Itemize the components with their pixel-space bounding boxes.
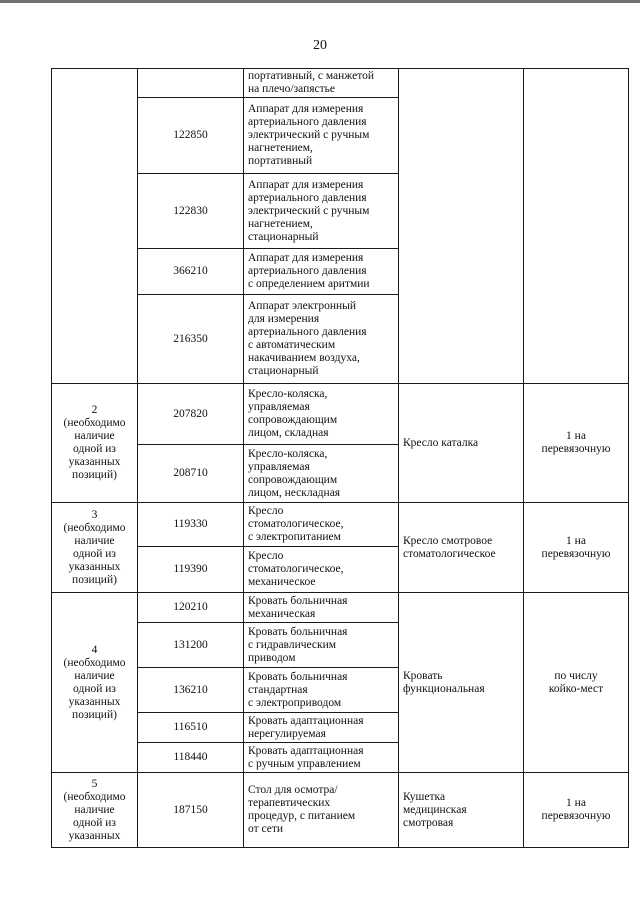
alternative-cell: Кровать функциональная	[399, 593, 524, 773]
name-cell: Кровать больничная стандартная с электроприводом	[244, 668, 399, 713]
code-cell: 122850	[138, 98, 244, 174]
code-cell: 122830	[138, 174, 244, 249]
quantity-cell: 1 на перевязочную	[524, 773, 629, 848]
code-cell: 116510	[138, 713, 244, 743]
name-cell: Аппарат для измерения артериального давления электрический с ручным нагнетением, портативный	[244, 98, 399, 174]
code-cell: 207820	[138, 384, 244, 445]
quantity-cell: 1 на перевязочную	[524, 503, 629, 593]
alternative-cell	[399, 69, 524, 384]
alternative-cell: Кресло смотровое стоматологическое	[399, 503, 524, 593]
name-cell: Кровать адаптационная нерегулируемая	[244, 713, 399, 743]
code-cell: 119330	[138, 503, 244, 547]
scan-edge	[0, 0, 640, 3]
code-cell: 208710	[138, 445, 244, 503]
code-cell: 187150	[138, 773, 244, 848]
page-number: 20	[313, 38, 327, 53]
code-cell	[138, 69, 244, 98]
group-cell: 4 (необходимо наличие одной из указанных позиций)	[52, 593, 138, 773]
name-cell: Кровать больничная механическая	[244, 593, 399, 623]
code-cell: 216350	[138, 295, 244, 384]
alternative-cell: Кушетка медицинская смотровая	[399, 773, 524, 848]
table-row	[52, 503, 629, 547]
group-cell: 3 (необходимо наличие одной из указанных позиций)	[52, 503, 138, 593]
quantity-cell: 1 на перевязочную	[524, 384, 629, 503]
quantity-cell	[524, 69, 629, 384]
name-cell: Стол для осмотра/ терапевтических процедур, с питанием от сети	[244, 773, 399, 848]
alternative-cell: Кресло каталка	[399, 384, 524, 503]
table-row	[52, 384, 629, 445]
quantity-cell: по числу койко-мест	[524, 593, 629, 773]
name-cell: Кровать адаптационная с ручным управлением	[244, 743, 399, 773]
table-row	[52, 69, 629, 98]
group-cell	[52, 69, 138, 384]
code-cell: 120210	[138, 593, 244, 623]
name-cell: Кресло-коляска, управляемая сопровождающим лицом, нескладная	[244, 445, 399, 503]
group-cell: 2 (необходимо наличие одной из указанных позиций)	[52, 384, 138, 503]
group-cell: 5 (необходимо наличие одной из указанных	[52, 773, 138, 848]
table-row	[52, 593, 629, 623]
table-row	[52, 773, 629, 848]
name-cell: Кресло стоматологическое, механическое	[244, 547, 399, 593]
code-cell: 118440	[138, 743, 244, 773]
equipment-table	[51, 68, 629, 848]
code-cell: 131200	[138, 623, 244, 668]
code-cell: 136210	[138, 668, 244, 713]
name-cell: Кровать больничная с гидравлическим приводом	[244, 623, 399, 668]
name-cell: Аппарат для измерения артериального давления с определением аритмии	[244, 249, 399, 295]
name-cell: Кресло-коляска, управляемая сопровождающим лицом, складная	[244, 384, 399, 445]
name-cell: Аппарат для измерения артериального давления электрический с ручным нагнетением, стационарный	[244, 174, 399, 249]
code-cell: 366210	[138, 249, 244, 295]
name-cell: Аппарат электронный для измерения артериального давления с автоматическим накачиванием воздуха, стационарный	[244, 295, 399, 384]
name-cell: Кресло стоматологическое, с электропитанием	[244, 503, 399, 547]
code-cell: 119390	[138, 547, 244, 593]
name-cell: портативный, с манжетой на плечо/запястье	[244, 69, 399, 98]
